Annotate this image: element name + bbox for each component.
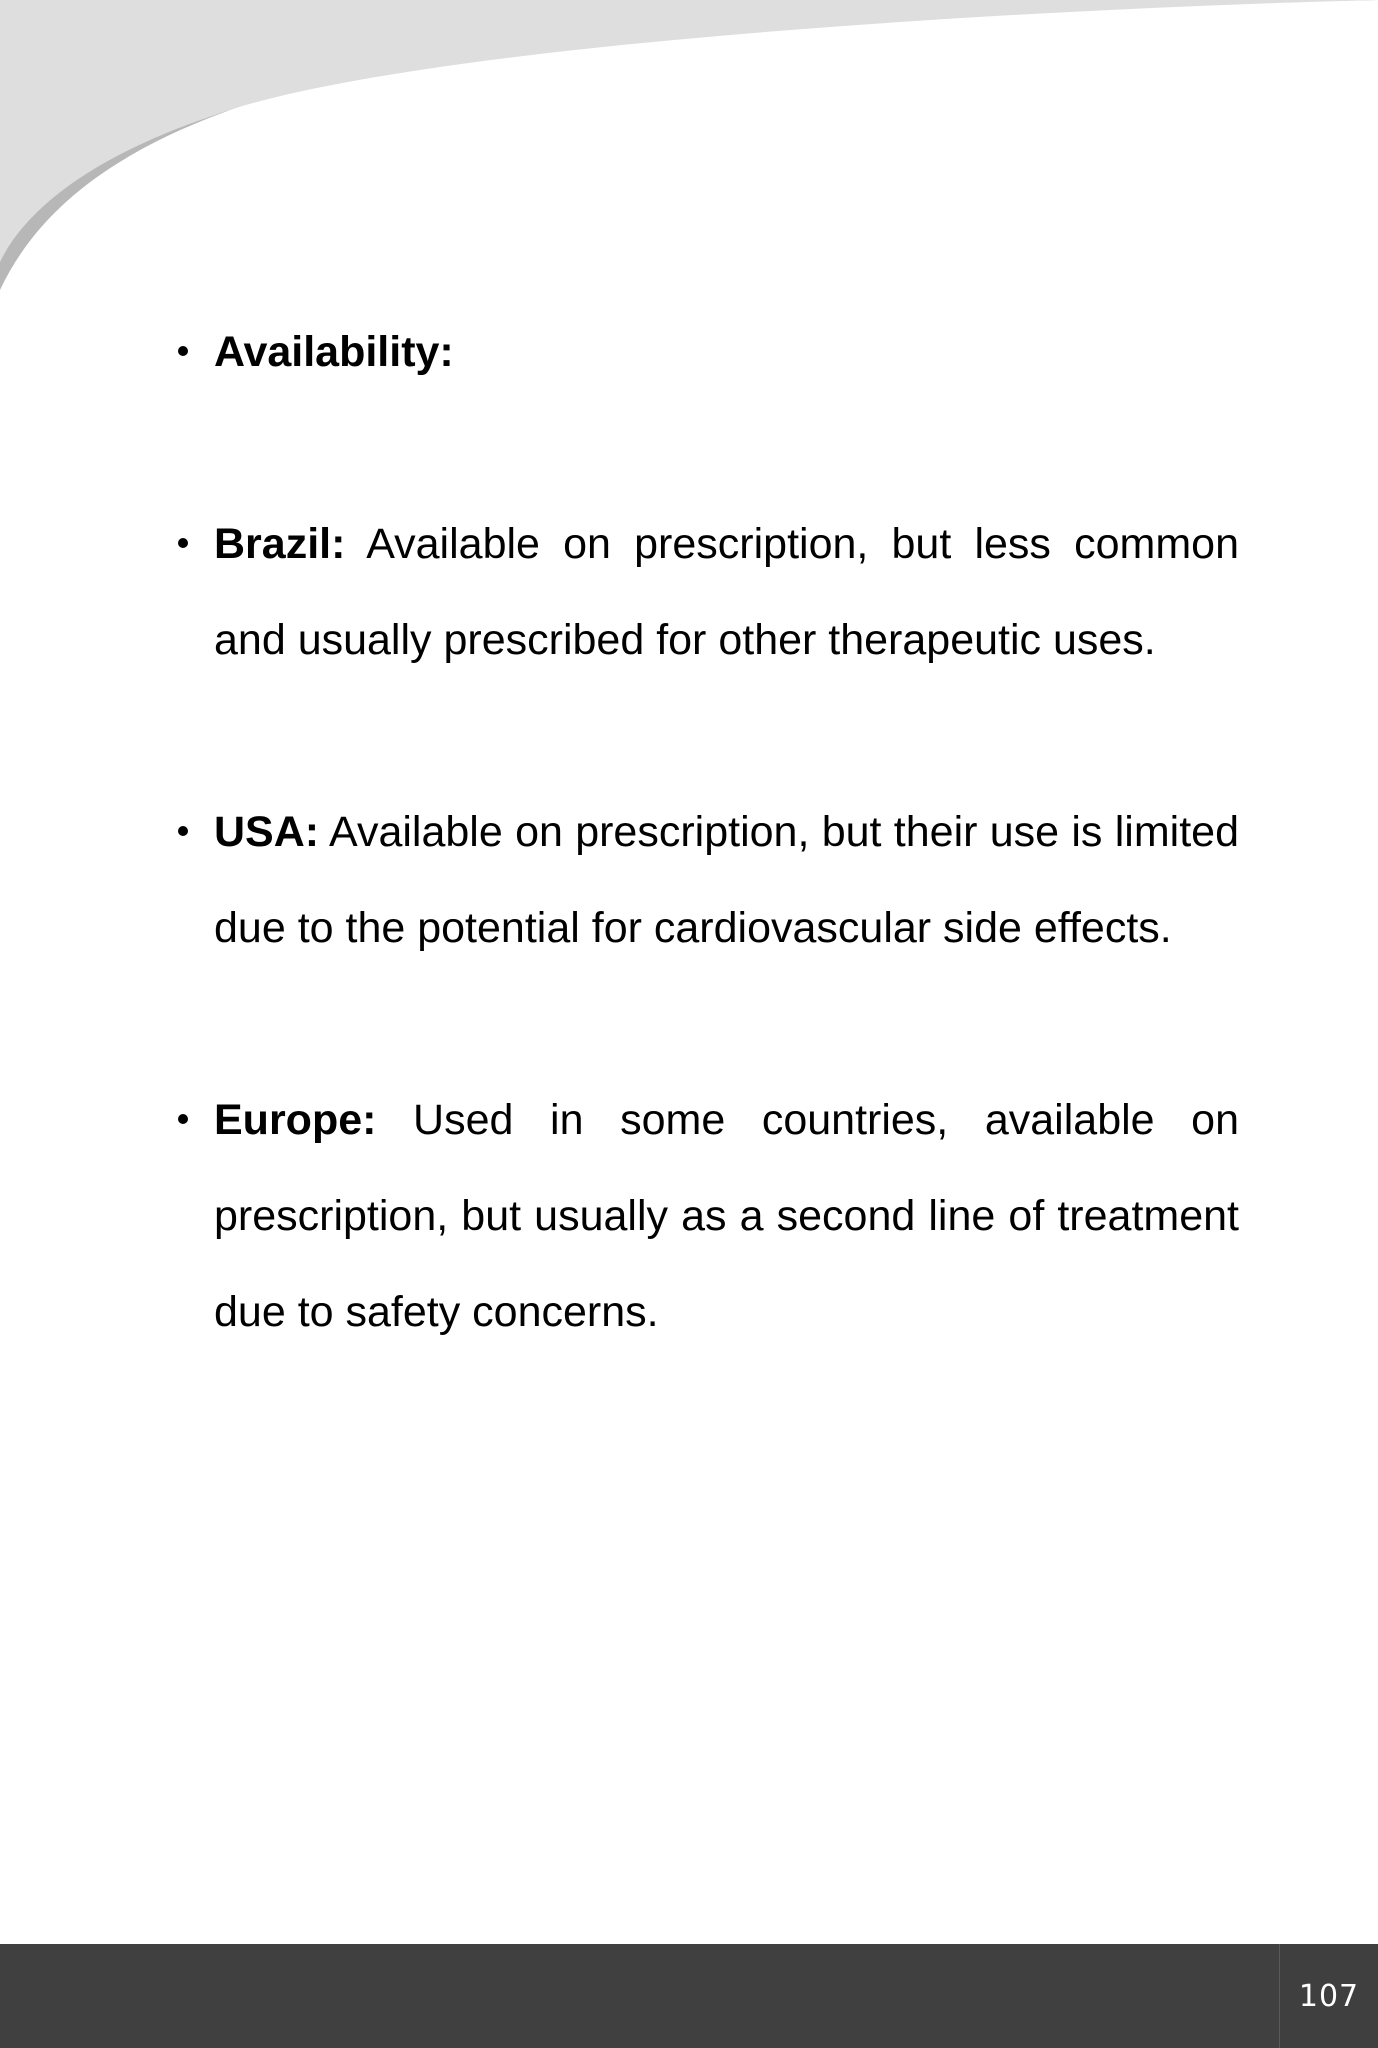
bullet-icon <box>178 1114 188 1124</box>
item-term: Brazil: <box>214 520 346 568</box>
list-item-brazil <box>214 496 1239 688</box>
availability-list <box>214 304 1239 1360</box>
list-item-availability <box>214 304 1239 400</box>
list-item-usa <box>214 784 1239 976</box>
item-text: Used in some countries, available on prescription, but usually as a second line of treatment due to safety concerns. <box>214 1096 1239 1336</box>
item-term: USA: <box>214 808 320 856</box>
list-item-europe <box>214 1072 1239 1360</box>
item-text: Available on prescription, but their use is limited due to the potential for cardiovascular side effects. <box>214 808 1239 952</box>
bullet-icon <box>178 538 188 548</box>
item-term: Europe: <box>214 1096 377 1144</box>
item-text: Available on prescription, but less common and usually prescribed for other therapeutic uses. <box>214 520 1239 664</box>
footer-bar <box>0 1944 1378 2048</box>
bullet-icon <box>178 346 188 356</box>
page-number-box <box>1279 1944 1378 2048</box>
page-number: 107 <box>1298 1978 1360 2014</box>
bullet-icon <box>178 826 188 836</box>
item-term: Availability: <box>214 328 454 376</box>
